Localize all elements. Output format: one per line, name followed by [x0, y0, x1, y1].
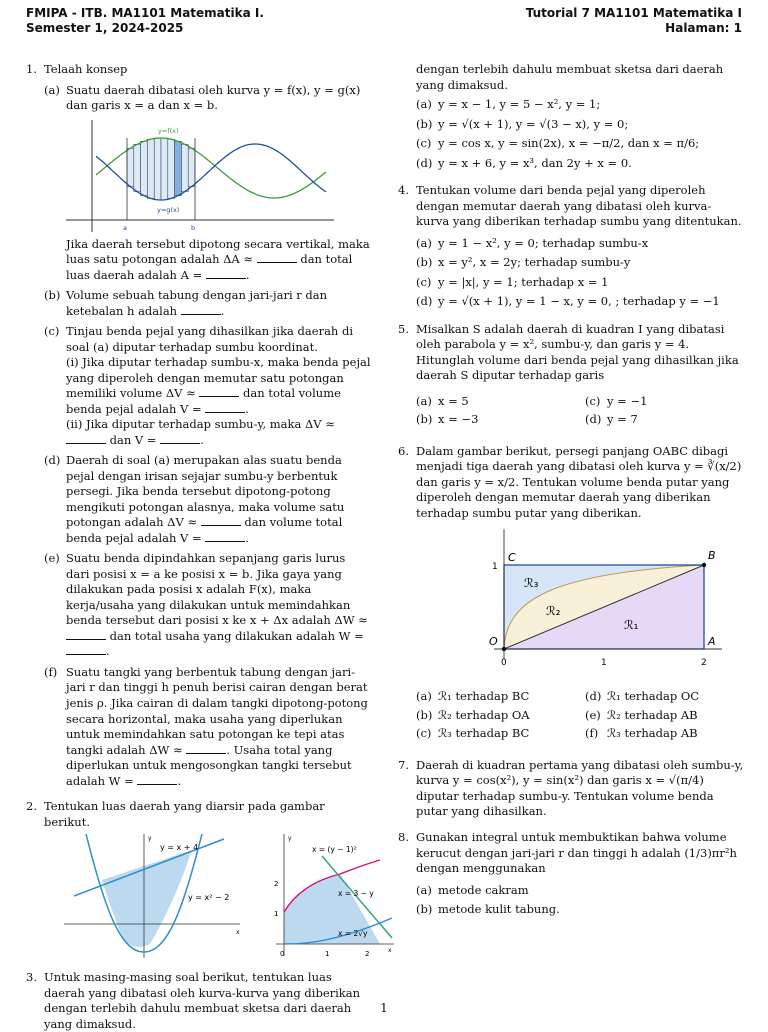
q2-figures	[44, 834, 392, 962]
strip	[181, 144, 188, 191]
svg-text:y: y	[148, 835, 152, 843]
q1a-text: Suatu daerah dibatasi oleh kurva y = f(x), y = g(x) dan garis x = a dan x = b.	[66, 82, 361, 113]
question-7: 7. Daerah di kuadran pertama yang dibatasi oleh sumbu-y, kurva y = cos(x²), y = sin(x²) dan garis x = √(π/4) diputar terhadap sumbu-y. Tentukan volume benda putar yang dihasilkan.	[398, 757, 744, 819]
q1-part-f: (f) Suatu tangki yang berbentuk tabung dengan jari-jari r dan tinggi h penuh berisi cairan dengan berat jenis ρ. Jika cairan di dalam tangki dipotong-potong secara horizontal, maka usaha yang diperlukan untuk memindahkan satu potongan ke tepi atas tangki adalah ΔW ≈ . Usaha total yang diperlukan untuk mengosongkan tangki tersebut adalah W = .	[44, 664, 368, 788]
page-number: 1	[380, 1001, 388, 1015]
svg-text:C: C	[508, 551, 516, 565]
svg-text:1: 1	[601, 658, 607, 669]
strip	[188, 148, 195, 186]
q1a-after: Jika daerah tersebut dipotong secara vertikal, maka luas satu potongan adalah ΔA ≈ dan total luas daerah adalah A = .	[66, 236, 370, 282]
svg-text:1: 1	[492, 562, 498, 573]
q1-part-a: (a) Suatu daerah dibatasi oleh kurva y = f(x), y = g(x) dan garis x = a dan x = b. y=f(x) y=g(x) a b Jika daerah tersebut dipotong secara vertikal, maka luas satu potongan adalah ΔA ≈ dan total luas daerah adalah A = .	[44, 83, 372, 284]
strip	[134, 144, 141, 191]
q3-continued: dengan terlebih dahulu membuat sketsa dari daerah yang dimaksud.	[416, 62, 724, 92]
strip	[161, 138, 168, 200]
strip	[154, 138, 161, 200]
svg-text:ℛ₂: ℛ₂	[546, 604, 561, 619]
label-g: y=g(x)	[157, 205, 180, 214]
svg-text:2: 2	[274, 880, 279, 889]
svg-text:2: 2	[701, 658, 707, 669]
q6-items: (a) ℛ₁ terhadap BC (d) ℛ₁ terhadap OC (b) ℛ₂ terhadap OA (e) ℛ₂ terhadap AB (c) ℛ₃ terhadap BC (f) ℛ₃ terhadap AB	[416, 689, 700, 741]
header-right	[526, 6, 742, 36]
svg-text:y: y	[288, 835, 292, 843]
question-5: 5. Misalkan S adalah daerah di kuadran I yang dibatasi oleh parabola y = x², sumbu-y, dan garis y = 4. Hitunglah volume dari benda pejal yang dihasilkan jika daerah S diputar terhadap garis (a) x = 5 (c) y = −1 (b) x = −3 (d) y = 7	[398, 322, 744, 428]
q2-figure-2	[266, 834, 396, 962]
svg-text:0: 0	[280, 950, 285, 959]
svg-text:1: 1	[274, 910, 279, 919]
question-2: 2. Tentukan luas daerah yang diarsir pada gambar berikut. y = x + 4 y = x² − 2 x y x = (y − 1)² x = 3 − y x = 2√y 2 1 0 1 2 x y	[26, 799, 372, 962]
point-O	[502, 647, 506, 651]
svg-text:O: O	[489, 635, 498, 649]
svg-text:x = 2√y: x = 2√y	[338, 929, 368, 939]
course-title: FMIPA - ITB. MA1101 Matematika I.	[26, 6, 264, 20]
q4-items: (a) y = 1 − x², y = 0; terhadap sumbu-x (b) x = y², x = 2y; terhadap sumbu-y (c) y = |x|, y = 1; terhadap x = 1 (d) y = √(x + 1), y = 1 − x, y = 0, ; terhadap y = −1	[416, 235, 720, 309]
q1-number: 1.	[26, 62, 37, 76]
svg-text:B: B	[708, 549, 716, 563]
svg-text:2: 2	[365, 950, 370, 959]
strip	[127, 148, 134, 186]
q2-text: Tentukan luas daerah yang diarsir pada gambar berikut.	[44, 799, 325, 829]
strip	[168, 139, 175, 198]
q1c-i: (i) Jika diputar terhadap sumbu-x, maka benda pejal yang diperoleh dengan memutar satu potongan memiliki volume ΔV ≈ dan total volume benda pejal adalah V = .	[66, 355, 371, 416]
question-1	[26, 62, 372, 789]
tutorial-title: Tutorial 7 MA1101 Matematika I	[525, 6, 742, 20]
svg-text:x: x	[388, 947, 392, 955]
right-column	[398, 62, 744, 918]
svg-text:x = 3 − y: x = 3 − y	[338, 889, 374, 899]
q8-items: (a) metode cakram (b) metode kulit tabung.	[416, 882, 560, 917]
shaded-region	[102, 850, 192, 947]
question-8: 8. Gunakan integral untuk membuktikan bahwa volume kerucut dengan jari-jari r dan tinggi h adalah (1/3)πr²h dengan menggunakan (a) metode cakram (b) metode kulit tabung.	[398, 830, 744, 918]
question-6: 6. Dalam gambar berikut, persegi panjang OABC dibagi menjadi tiga daerah yang dibatasi oleh kurva y = ∛(x/2) dan garis y = x/2. Tentukan volume benda putar yang diperoleh dengan memutar daerah yang diberikan terhadap sumbu putar yang diberikan. C B O A ℛ₁ ℛ₂ ℛ₃ 1 0 1 2 (a) ℛ₁ terhadap BC (d) ℛ₁ terhadap OC (b) ℛ₂ terhadap OA (e) ℛ₂ terhadap AB (c) ℛ₃ terhadap BC (f) ℛ₃ terhadap AB	[398, 444, 744, 742]
label-a: a	[123, 223, 127, 232]
svg-text:x: x	[236, 929, 240, 937]
q1-part-e: (e) Suatu benda dipindahkan sepanjang garis lurus dari posisi x = a ke posisi x = b. Jika gaya yang dilakukan pada posisi x adalah F(x), maka kerja/usaha yang dilakukan untuk memindahkan benda tersebut dari posisi x ke x + Δx adalah ΔW ≈ dan total usaha yang dilakukan adalah W = .	[44, 551, 368, 659]
q1c-ii: (ii) Jika diputar terhadap sumbu-y, maka ΔV ≈ dan V = .	[66, 417, 335, 447]
q3-items: (a) y = x − 1, y = 5 − x², y = 1; (b) y = √(x + 1), y = √(3 − x), y = 0; (c) y = cos x, y = sin(2x), x = −π/2, dan x = π/6; (d) y = x + 6, y = x³, dan 2y + x = 0.	[416, 97, 700, 170]
strip	[147, 139, 154, 198]
svg-text:A: A	[708, 635, 716, 649]
label-f: y=f(x)	[158, 126, 179, 135]
blank	[181, 305, 221, 315]
strip	[141, 141, 148, 195]
q1-title: Telaah konsep	[44, 62, 128, 76]
q6-figure	[464, 529, 724, 679]
svg-text:1: 1	[325, 950, 330, 959]
point-B	[702, 563, 706, 567]
semester: Semester 1, 2024-2025	[26, 21, 184, 35]
question-4: 4. Tentukan volume dari benda pejal yang diperoleh dengan memutar daerah yang dibatasi oleh kurva-kurva yang diberikan terhadap sumbu yang ditentukan. (a) y = 1 − x², y = 0; terhadap sumbu-x (b) x = y², x = 2y; terhadap sumbu-y (c) y = |x|, y = 1; terhadap x = 1 (d) y = √(x + 1), y = 1 − x, y = 0, ; terhadap y = −1	[398, 183, 744, 310]
svg-text:0: 0	[501, 658, 507, 669]
svg-text:ℛ₃: ℛ₃	[524, 576, 539, 591]
q1a-figure	[66, 120, 336, 235]
question-3: 3. Untuk masing-masing soal berikut, tentukan luas daerah yang dibatasi oleh kurva-kurva yang diberikan dengan terlebih dahulu membuat sketsa dari daerah yang dimaksud.	[26, 970, 372, 1000]
label-b: b	[191, 223, 196, 232]
left-column	[26, 62, 392, 1031]
strip	[175, 141, 182, 195]
q1-part-d: (d) Daerah di soal (a) merupakan alas suatu benda pejal dengan irisan sejajar sumbu-y berbentuk persegi. Jika benda tersebut dipotong-potong mengikuti potongan alasnya, maka volume satu potongan adalah ΔV ≈ dan volume total benda pejal adalah V = .	[44, 453, 345, 545]
svg-text:ℛ₁: ℛ₁	[624, 618, 639, 633]
q5-items: (a) x = 5 (c) y = −1 (b) x = −3 (d) y = 7	[416, 393, 648, 427]
blank	[257, 253, 297, 263]
strips	[127, 138, 195, 200]
header-left	[26, 6, 264, 36]
svg-text:y = x² − 2: y = x² − 2	[188, 893, 230, 903]
q2-figure-1	[64, 834, 244, 960]
page-label: Halaman: 1	[665, 21, 742, 35]
svg-text:y = x + 4: y = x + 4	[160, 843, 199, 853]
q1-part-c: (c) Tinjau benda pejal yang dihasilkan jika daerah di soal (a) diputar terhadap sumbu koordinat. (i) Jika diputar terhadap sumbu-x, maka benda pejal yang diperoleh dengan memutar satu potongan memiliki volume ΔV ≈ dan total volume benda pejal adalah V = . (ii) Jika diputar terhadap sumbu-y, maka ΔV ≈ dan V = .	[44, 324, 371, 447]
blank	[206, 269, 246, 279]
q1-part-b: (b) Volume sebuah tabung dengan jari-jari r dan ketebalan h adalah .	[44, 288, 328, 318]
svg-text:x = (y − 1)²: x = (y − 1)²	[312, 845, 357, 855]
q3-text: Untuk masing-masing soal berikut, tentukan luas daerah yang dibatasi oleh kurva-kurva yang diberikan dengan terlebih dahulu membuat sketsa dari daerah yang dimaksud.	[44, 970, 361, 1031]
